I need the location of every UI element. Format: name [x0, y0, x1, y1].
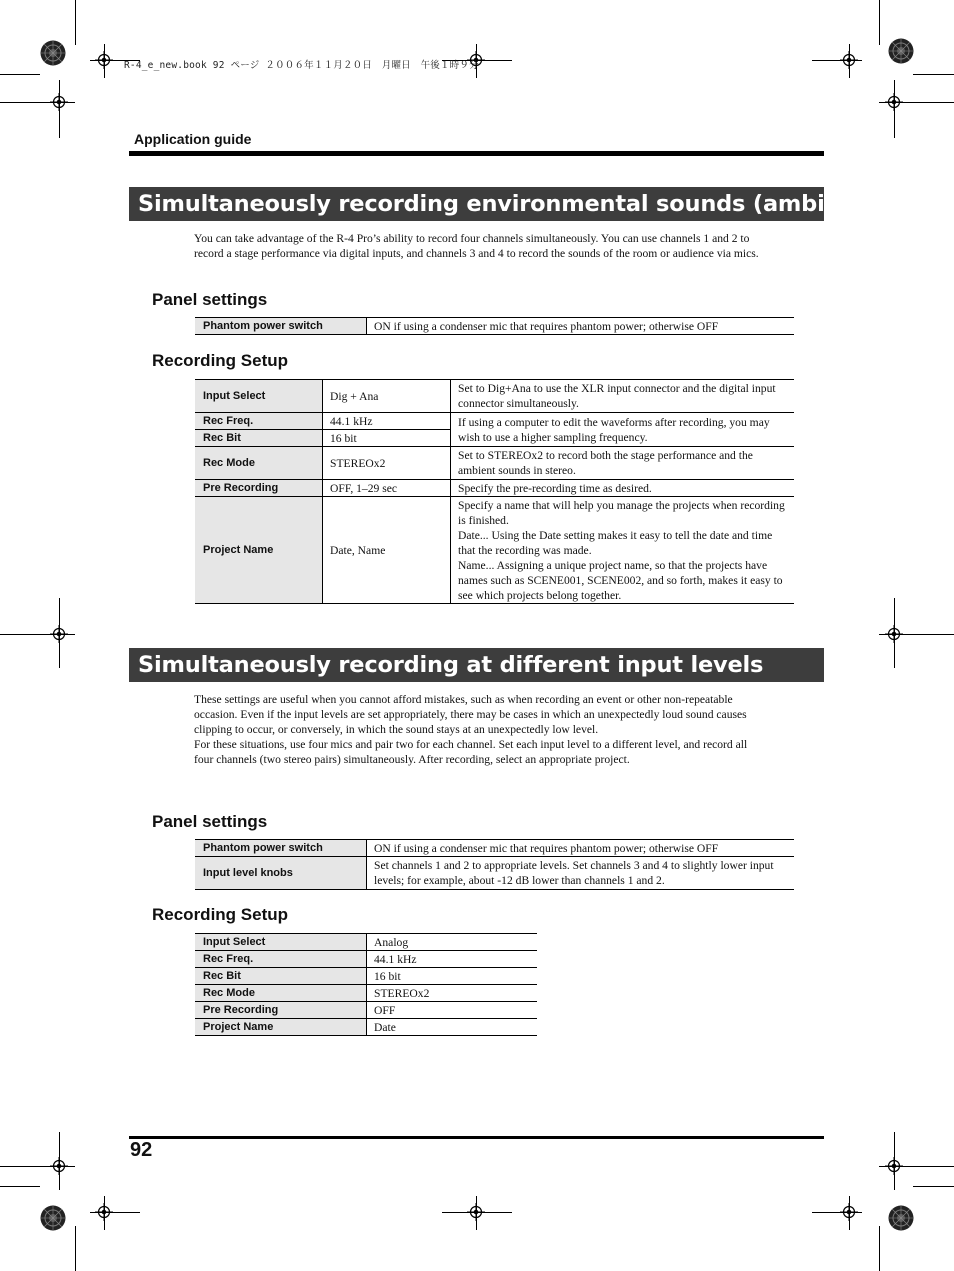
table-row: [195, 380, 794, 413]
setting-key: Phantom power switch: [195, 318, 367, 335]
recording-setup-heading: Recording Setup: [152, 351, 289, 370]
setting-value: Date: [367, 1019, 538, 1036]
setting-note: Set to STEREOx2 to record both the stage performance and the ambient sounds in stereo.: [451, 447, 795, 480]
color-rosette-icon: [40, 40, 66, 66]
table-row: [195, 413, 794, 430]
panel-settings-table: [195, 317, 794, 335]
color-rosette-icon: [888, 38, 914, 64]
table-row: [195, 985, 537, 1002]
setting-note: Specify a name that will help you manage the projects when recording is finished. Date... Using the Date setting makes it easy to tell the date and time that the recording was made. Name... Assigning a unique project name, so that the projects have names such as SCENE001, SCENE002, and so forth, makes it easy to see which projects belong together.: [451, 497, 795, 604]
setting-key: Phantom power switch: [195, 840, 367, 857]
registration-mark-icon: [885, 625, 903, 643]
setting-value: Date, Name: [323, 497, 451, 604]
table-row: [195, 447, 794, 480]
registration-mark-icon: [840, 51, 858, 69]
registration-mark-icon: [95, 51, 113, 69]
setting-value: OFF, 1–29 sec: [323, 480, 451, 497]
bottom-rule: [129, 1136, 824, 1139]
setting-value: ON if using a condenser mic that requires phantom power; otherwise OFF: [367, 840, 795, 857]
setting-note: Set to Dig+Ana to use the XLR input connector and the digital input connector simultaneously.: [451, 380, 795, 413]
table-row: [195, 480, 794, 497]
table-row: [195, 1019, 537, 1036]
color-rosette-icon: [888, 1205, 914, 1231]
setting-key: Pre Recording: [195, 480, 323, 497]
registration-mark-icon: [885, 93, 903, 111]
setting-value: Analog: [367, 934, 538, 951]
section-title: Simultaneously recording environmental sounds (ambience): [129, 187, 824, 221]
setting-value: ON if using a condenser mic that requires phantom power; otherwise OFF: [367, 318, 795, 335]
registration-mark-icon: [95, 1203, 113, 1221]
setting-key: Project Name: [195, 1019, 367, 1036]
setting-key: Rec Freq.: [195, 951, 367, 968]
section-intro: These settings are useful when you cannot afford mistakes, such as when recording an event or other non-repeatable occasion. Even if the input levels are set appropriately, there may be cases in which an unexpectedly loud sound causes clipping to occur, or conversely, in which the sound stays at an unexpectedly low level. For these situations, use four mics and pair two for each channel. Set each input level to a different level, and record all four channels (two stereo pairs) simultaneously. After recording, select an appropriate project.: [194, 693, 748, 766]
setting-key: Rec Mode: [195, 985, 367, 1002]
table-row: [195, 857, 794, 890]
color-rosette-icon: [40, 1205, 66, 1231]
setting-value: 16 bit: [323, 430, 451, 447]
table-row: [195, 840, 794, 857]
setting-key: Rec Mode: [195, 447, 323, 480]
setting-value: Dig + Ana: [323, 380, 451, 413]
table-row: [195, 934, 537, 951]
table-row: [195, 951, 537, 968]
setting-value: 16 bit: [367, 968, 538, 985]
setting-value: Set channels 1 and 2 to appropriate levels. Set channels 3 and 4 to slightly lower input levels; for example, about -12 dB lower than channels 1 and 2.: [367, 857, 795, 890]
panel-settings-heading: Panel settings: [152, 290, 268, 309]
running-head: Application guide: [134, 131, 252, 147]
setting-key: Rec Bit: [195, 430, 323, 447]
print-header: R-4_e_new.book 92 ページ ２００６年１１月２０日 月曜日 午後１時９分: [124, 60, 479, 71]
setting-value: STEREOx2: [367, 985, 538, 1002]
registration-mark-icon: [467, 1203, 485, 1221]
table-row: [195, 968, 537, 985]
section-title: Simultaneously recording at different input levels: [129, 648, 824, 682]
top-rule: [129, 151, 824, 156]
registration-mark-icon: [50, 625, 68, 643]
table-row: [195, 497, 794, 604]
setting-value: OFF: [367, 1002, 538, 1019]
section-intro: You can take advantage of the R-4 Pro’s ability to record four channels simultaneously. You can use channels 1 and 2 to record a stage performance via digital inputs, and channels 3 and 4 to record the sounds of the room or audience via mics.: [194, 232, 759, 260]
setting-value: STEREOx2: [323, 447, 451, 480]
setting-key: Pre Recording: [195, 1002, 367, 1019]
table-row: [195, 1002, 537, 1019]
recording-setup-heading: Recording Setup: [152, 905, 289, 924]
registration-mark-icon: [50, 1157, 68, 1175]
setting-key: Rec Bit: [195, 968, 367, 985]
setting-note: If using a computer to edit the waveforms after recording, you may wish to use a higher sampling frequency.: [451, 413, 795, 447]
registration-mark-icon: [50, 93, 68, 111]
setting-value: 44.1 kHz: [367, 951, 538, 968]
setting-key: Input Select: [195, 934, 367, 951]
recording-setup-table: [195, 379, 794, 604]
registration-mark-icon: [840, 1203, 858, 1221]
setting-value: 44.1 kHz: [323, 413, 451, 430]
panel-settings-table: [195, 839, 794, 890]
setting-key: Project Name: [195, 497, 323, 604]
setting-key: Input Select: [195, 380, 323, 413]
page-number: 92: [130, 1139, 153, 1161]
registration-mark-icon: [885, 1157, 903, 1175]
setting-key: Rec Freq.: [195, 413, 323, 430]
setting-key: Input level knobs: [195, 857, 367, 890]
setting-note: Specify the pre-recording time as desired.: [451, 480, 795, 497]
panel-settings-heading: Panel settings: [152, 812, 268, 831]
table-row: [195, 318, 794, 335]
recording-setup-table: [195, 933, 537, 1036]
